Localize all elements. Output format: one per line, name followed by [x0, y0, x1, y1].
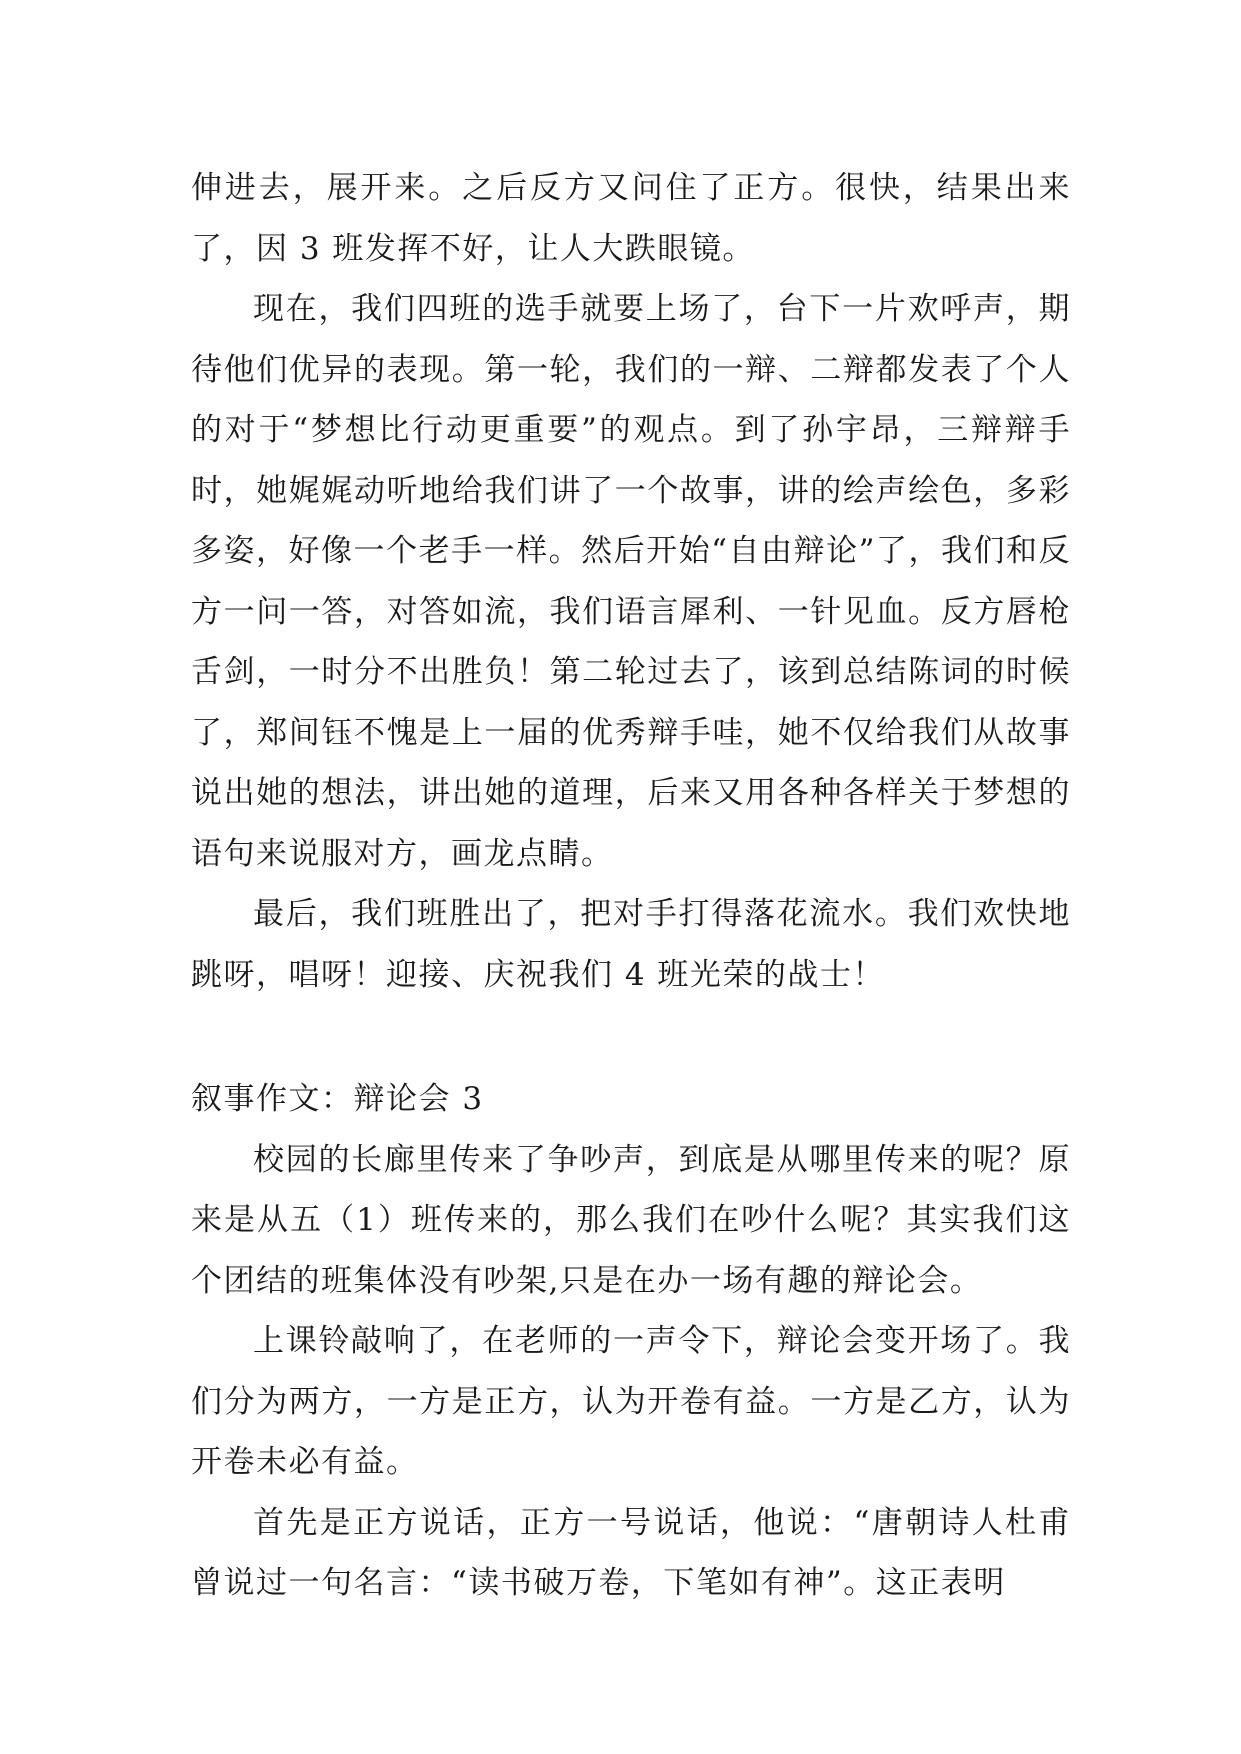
document-page [191, 158, 1071, 1614]
paragraph-bell: 上课铃敲响了，在老师的一声令下，辩论会变开场了。我们分为两方，一方是正方，认为开卷有益。一方是乙方，认为开卷未必有益。 [191, 1323, 1071, 1480]
paragraph-corridor: 校园的长廊里传来了争吵声，到底是从哪里传来的呢？原来是从五（1）班传来的，那么我们在吵什么呢？其实我们这个团结的班集体没有吵架,只是在办一场有趣的辩论会。 [191, 1141, 1071, 1299]
paragraph-class4-debate: 现在，我们四班的选手就要上场了，台下一片欢呼声，期待他们优异的表现。第一轮，我们的一辩、二辩都发表了个人的对于“梦想比行动更重要”的观点。到了孙宇昂，三辩辩手时，她娓娓动听地给我们讲了一个故事，讲的绘声绘色，多彩多姿，好像一个老手一样。然后开始“自由辩论”了，我们和反方一问一答，对答如流，我们语言犀利、一针见血。反方唇枪舌剑，一时分不出胜负！第二轮过去了，该到总结陈词的时候了，郑间钰不愧是上一届的优秀辩手哇，她不仅给我们从故事说出她的想法，讲出她的道理，后来又用各种各样关于梦想的语句来说服对方，画龙点睛。 [191, 291, 1071, 872]
paragraph-continuation: 伸进去，展开来。之后反方又问住了正方。很快，结果出来了，因 3 班发挥不好，让人大跌眼镜。 [191, 170, 1071, 267]
paragraph-victory: 最后，我们班胜出了，把对手打得落花流水。我们欢快地跳呀，唱呀！迎接、庆祝我们 4 班光荣的战士！ [191, 896, 1071, 993]
paragraph-first-speaker: 首先是正方说话，正方一号说话，他说：“唐朝诗人杜甫曾说过一句名言：“读书破万卷，下笔如有神”。这正表明 [191, 1504, 1071, 1601]
section-title: 叙事作文：辩论会 3 [191, 1081, 484, 1117]
